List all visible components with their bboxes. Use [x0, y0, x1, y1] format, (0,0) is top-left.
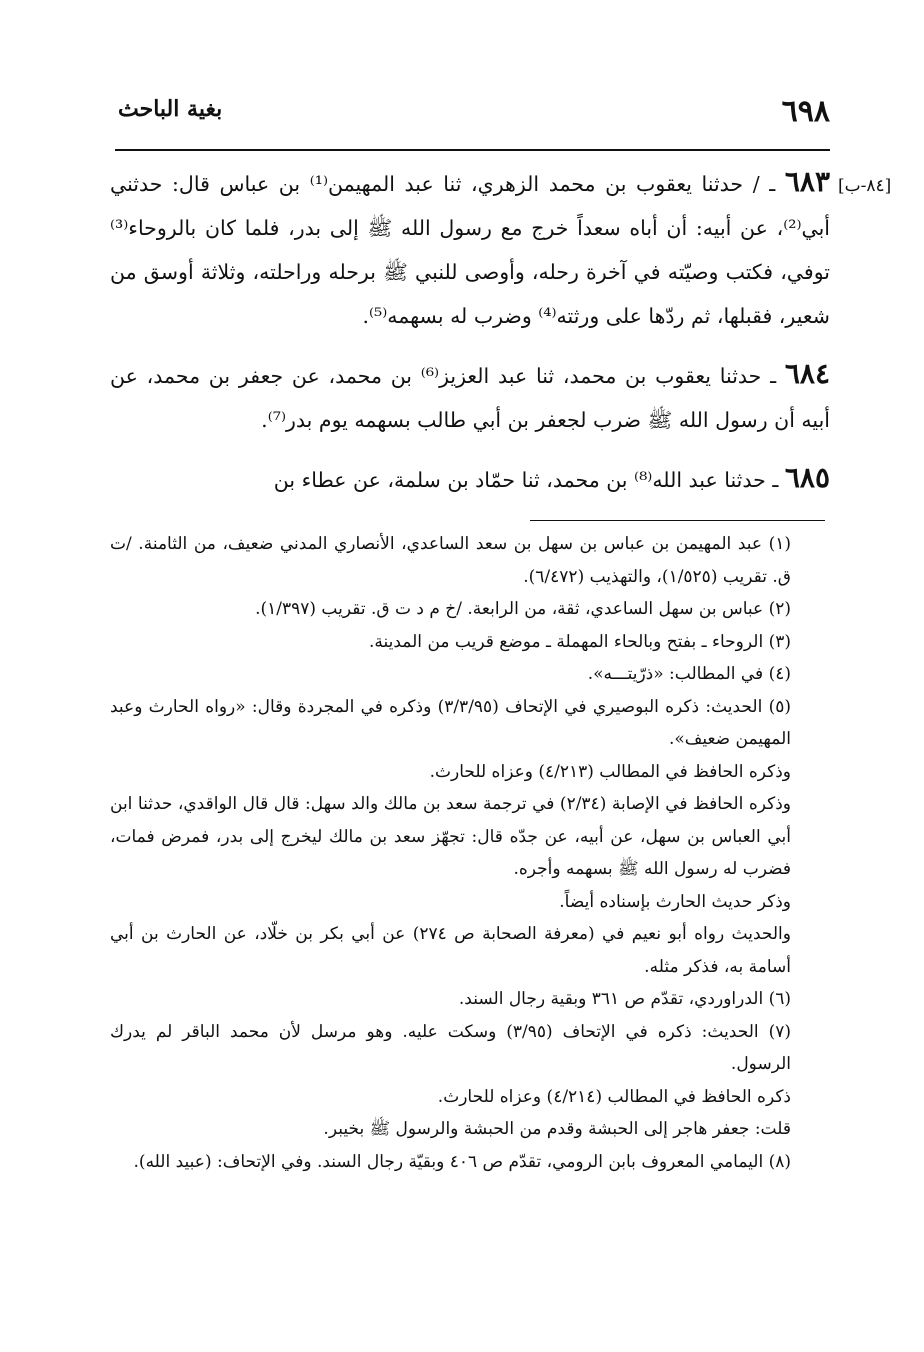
hadith-684: [110, 352, 830, 442]
hadith-number: ٦٨٥: [784, 461, 830, 494]
running-title: بغية الباحث: [118, 96, 223, 122]
footnote-7: (٧) الحديث: ذكره في الإتحاف (٣/٩٥) وسكت عليه. وهو مرسل لأن محمد الباقر لم يدرك الرسول.: [110, 1021, 791, 1074]
footnote-8: (٨) اليمامي المعروف بابن الرومي، تقدّم ص ٤٠٦ وبقيّة رجال السند. وفي الإتحاف: (عبيد الله).: [133, 1151, 791, 1172]
footnote-5-cont-1: وذكره الحافظ في المطالب (٤/٢١٣) وعزاه للحارث.: [429, 761, 791, 782]
footnote-separator: [530, 520, 825, 521]
main-text: [110, 160, 830, 516]
hadith-685: [110, 456, 830, 502]
footnote-3: (٣) الروحاء ـ بفتح وبالحاء المهملة ـ موضع قريب من المدينة.: [369, 631, 791, 652]
footnote-2: (٢) عباس بن سهل الساعدي، ثقة، من الرابعة. /خ م د ت ق. تقريب (١/٣٩٧).: [255, 599, 791, 619]
footnote-5: (٥) الحديث: ذكره البوصيري في الإتحاف (٣/٣/٩٥) وذكره في المجردة وقال: «رواه الحارث وعبد المهيمن ضعيف».: [110, 696, 791, 749]
hadith-text: ـ حدثنا يعقوب بن محمد، ثنا عبد العزيز⁽⁶⁾ بن محمد، عن جعفر بن محمد، عن أبيه أن رسول الله ﷺ ضرب لجعفر بن أبي طالب بسهمه يوم بدر⁽⁷⁾.: [110, 364, 830, 432]
footnote-6: (٦) الدراوردي، تقدّم ص ٣٦١ وبقية رجال السند.: [458, 989, 791, 1009]
footnote-5-cont-3: وذكر حديث الحارث بإسناده أيضاً.: [559, 891, 791, 912]
footnote-7-cont-2: قلت: جعفر هاجر إلى الحبشة وقدم من الحبشة والرسول ﷺ بخيبر.: [323, 1119, 791, 1139]
margin-manuscript-ref: [٨٤-ب]: [838, 176, 892, 196]
page-header: [118, 92, 830, 132]
header-rule: [115, 149, 830, 151]
hadith-text: ـ / حدثنا يعقوب بن محمد الزهري، ثنا عبد المهيمن⁽¹⁾ بن عباس قال: حدثني أبي⁽²⁾، عن أبيه: أن أباه سعداً خرج مع رسول الله ﷺ إلى بدر، فلما كان بالروحاء⁽³⁾ توفي، فكتب وصيّته في آخرة رحله، وأوصى للنبي ﷺ برحله وراحلته، وثلاثة أوسق من شعير، فقبلها، ثم ردّها على ورثته⁽⁴⁾ وضرب له بسهمه⁽⁵⁾.: [110, 172, 830, 328]
hadith-text: ـ حدثنا عبد الله⁽⁸⁾ بن محمد، ثنا حمّاد بن سلمة، عن عطاء بن: [273, 468, 779, 492]
page-number: ٦٩٨: [781, 94, 830, 129]
footnote-1: (١) عبد المهيمن بن عباس بن سهل بن سعد الساعدي، الأنصاري المدني ضعيف، من الثامنة. /ت ق. تقريب (١/٥٢٥)، والتهذيب (٦/٤٧٢).: [110, 534, 791, 587]
hadith-number: ٦٨٣: [784, 165, 830, 198]
footnotes: [110, 528, 825, 1178]
footnote-5-cont-4: والحديث رواه أبو نعيم في (معرفة الصحابة ص ٢٧٤) عن أبي بكر بن خلّاد، عن الحارث بن أبي أسامة به، فذكر مثله.: [110, 924, 791, 977]
hadith-number: ٦٨٤: [784, 357, 830, 390]
footnote-5-cont-2: وذكره الحافظ في الإصابة (٢/٣٤) في ترجمة سعد بن مالك والد سهل: قال قال الواقدي، حدثنا ابن أبي العباس بن سهل، عن أبيه، عن جدّه قال: تجهّز سعد بن مالك ليخرج إلى بدر، فمرض فمات، فضرب له رسول الله ﷺ بسهمه وأجره.: [110, 794, 791, 879]
hadith-683: [110, 160, 830, 338]
footnote-4: (٤) في المطالب: «ذرّيتـــه».: [587, 664, 791, 684]
footnote-7-cont-1: ذكره الحافظ في المطالب (٤/٢١٤) وعزاه للحارث.: [437, 1086, 791, 1107]
